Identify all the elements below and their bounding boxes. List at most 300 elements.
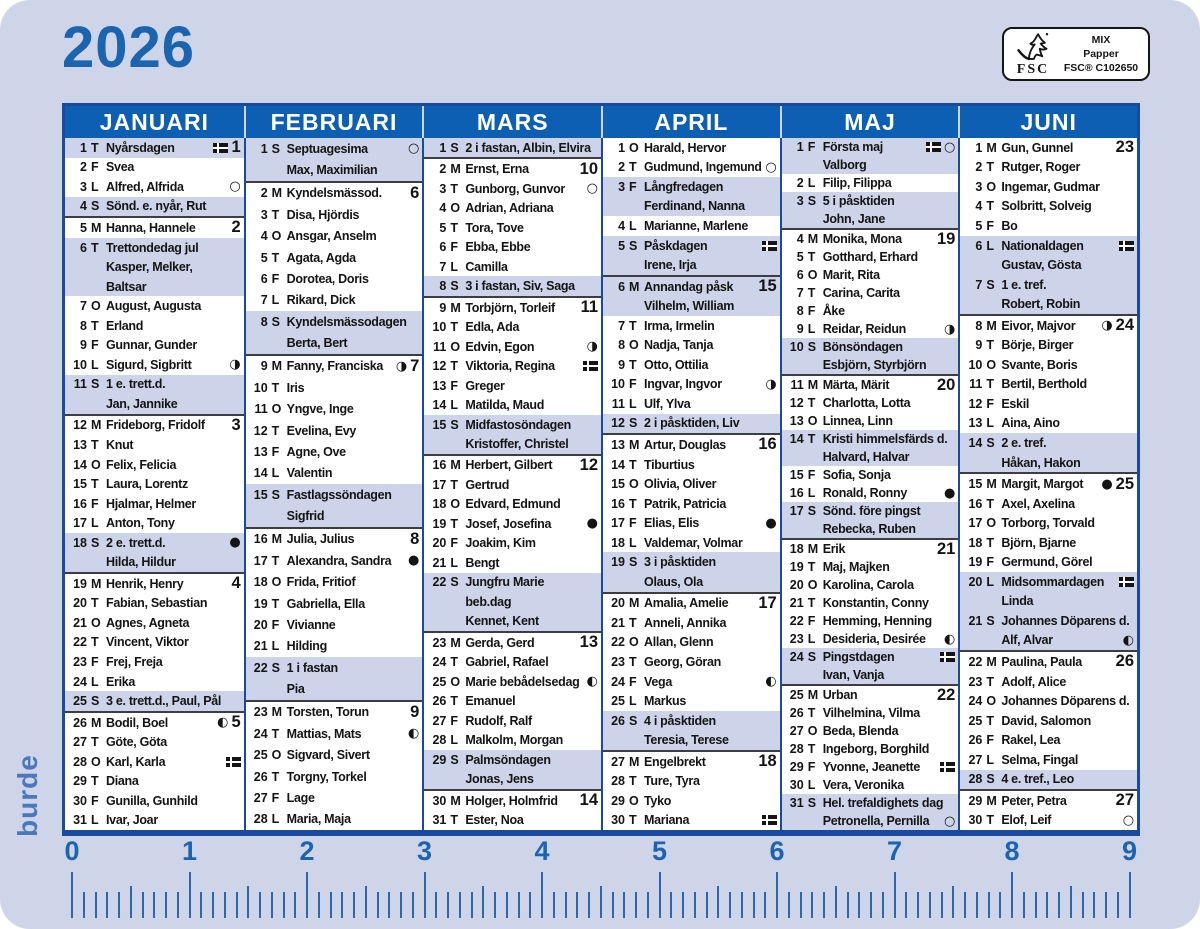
day-number: 15 [253,487,268,502]
day-names-text: Margit, Margot [1001,477,1084,492]
ruler-number: 2 [299,836,315,866]
week-number: 8 [410,529,420,548]
moon-first-icon: ◐ [765,674,777,690]
day-number: 15 [432,417,447,432]
calendar-day-row [424,810,601,829]
ruler-tick [142,892,144,918]
fsc-papper-label: Papper [1083,47,1119,60]
day-number: 9 [439,300,447,315]
day-number: 1 [796,140,804,154]
day-number: 18 [968,535,983,550]
weekday-letter: T [629,774,637,789]
day-names-text: 1 e. tref. [1001,277,1047,292]
day-number: 5 [618,238,626,253]
month-header: MAJ [780,106,959,138]
weekday-letter: O [629,140,639,155]
calendar-day-row [424,475,601,494]
day-number: 14 [432,398,447,413]
day-names-text: Långfredagen [644,179,724,194]
ruler-tick [600,886,602,918]
day-number: 13 [789,414,804,428]
weekday-letter: T [450,181,458,196]
calendar-day-row [424,731,601,750]
calendar-day-row [960,138,1137,158]
day-number: 11 [611,396,626,411]
fsc-tree-icon [1016,31,1050,63]
calendar-day-row [424,395,601,414]
moon-full-icon: ○ [944,139,956,155]
day-number: 27 [968,752,983,767]
ruler-tick [471,892,473,918]
weekday-letter: M [807,232,819,246]
weekday-letter: S [91,535,100,550]
weekday-letter: S [986,613,995,628]
day-names-text: Gunborg, Gunvor [465,181,566,196]
moon-full-icon: ○ [408,141,420,157]
weekday-letter: T [629,654,637,669]
month-body [780,138,959,830]
ruler-tick [1070,886,1072,918]
ruler-number: 7 [886,836,903,866]
day-number: 6 [80,240,87,255]
ruler-tick [400,892,402,918]
day-number: 10 [432,320,447,335]
day-number: 22 [968,654,983,669]
calendar-day-row [603,494,780,514]
day-number: 17 [253,553,268,568]
ruler-tick [764,892,766,918]
day-names-text: Solbritt, Solveig [1001,199,1092,214]
day-number: 21 [789,596,804,610]
ruler-tick [482,886,484,918]
day-number: 31 [432,813,447,828]
day-number: 3 [796,194,804,208]
weekday-letter: S [807,194,817,208]
day-names-text: Evelina, Evy [286,423,357,438]
moon-full-icon: ○ [1122,812,1135,828]
calendar-day-row [603,455,780,475]
day-number: 25 [73,694,87,709]
calendar-day-row-continuation [65,277,244,297]
day-names-text: Agne, Ove [286,444,346,459]
calendar-day-row [246,723,423,744]
day-names-text: Mattias, Mats [286,726,362,741]
calendar-day-row [782,722,959,740]
calendar-day-row [65,533,244,553]
weekday-letter: L [986,574,994,589]
day-number: 2 [260,186,268,201]
ruler-tick [341,892,343,918]
day-number: 16 [968,496,983,511]
day-names-text: Sigvard, Sivert [286,748,370,763]
ruler-tick [999,892,1001,918]
day-names-text: beb.dag [465,594,512,609]
day-number: 22 [432,575,447,590]
calendar-day-row [603,355,780,375]
day-number: 28 [432,733,447,748]
day-number: 15 [789,468,804,482]
day-names-text: Holger, Holmfrid [465,793,558,808]
weekday-letter: L [986,752,994,767]
weekday-letter: T [271,250,280,265]
ruler-tick [1035,892,1037,918]
day-number: 27 [253,790,268,805]
moon-new-icon: ● [765,515,777,531]
day-number: 17 [73,516,87,531]
calendar-day-row-continuation [782,812,959,830]
weekday-letter: O [271,402,282,417]
day-names-text: Bodil, Boel [106,715,168,730]
calendar-day-row [424,789,601,810]
day-names-text: Max, Maximilian [286,163,378,178]
ruler-tick [623,892,625,918]
day-number: 21 [432,555,447,570]
calendar-day-row [782,794,959,812]
month-header: JUNI [958,106,1137,138]
day-number: 4 [439,201,447,216]
ruler-tick [1129,872,1131,918]
ruler-tick [694,892,696,918]
calendar-day-row [246,614,423,635]
calendar-day-row [65,474,244,494]
calendar-day-row [960,533,1137,553]
weekday-letter: T [450,813,458,828]
weekday-letter: S [986,435,995,450]
calendar-day-row [65,375,244,395]
ruler-tick [377,892,379,918]
weekday-letter: S [271,660,281,675]
weekday-letter: T [629,496,637,511]
day-number: 14 [968,435,983,450]
weekday-letter: T [91,735,99,750]
day-names-text: Trettondedag jul [106,240,199,255]
day-names-text: Elias, Elis [644,516,700,531]
weekday-letter: S [91,199,100,214]
day-names-text: Alf, Alvar [1001,633,1053,648]
calendar-day-row [782,576,959,594]
day-number: 13 [73,437,87,452]
day-names-text: Joakim, Kim [465,536,536,551]
weekday-letter: T [91,437,99,452]
day-names-text: Urban [822,688,858,702]
weekday-letter: T [271,423,280,438]
weekday-letter: O [629,477,639,492]
calendar-day-row [65,652,244,672]
day-names-text: Erika [106,674,136,689]
day-names-text: Ivar, Joar [106,813,158,828]
weekday-letter: M [629,754,640,769]
swedish-flag-icon [583,361,598,371]
calendar-day-row [603,592,780,614]
ruler-tick [435,892,437,918]
day-number: 16 [789,486,804,500]
ruler-tick [706,892,708,918]
day-number: 16 [253,532,268,547]
day-names-text: Erik [822,542,846,556]
ruler-tick [1011,872,1013,918]
day-names-text: Alfred, Alfrida [106,179,184,194]
ruler-tick [1023,892,1025,918]
day-names-text: 1 e. trett.d. [106,377,166,392]
calendar-day-row [424,495,601,514]
weekday-letter: M [450,635,461,650]
ruler-tick [165,892,167,918]
weekday-letter: T [986,160,994,175]
day-names-text: Emanuel [465,694,516,709]
day-names-text: Bengt [465,555,500,570]
weekday-letter: F [450,536,458,551]
calendar-day-row [960,216,1137,236]
day-names-text: Patrik, Patricia [644,496,727,511]
calendar-day-row [782,338,959,356]
calendar-day-row [960,314,1137,336]
ruler-tick [271,892,273,918]
day-names-text: Edla, Ada [465,320,520,335]
weekday-letter: F [450,378,458,393]
day-names-text: Rebecka, Ruben [822,522,916,536]
day-number: 14 [73,457,87,472]
calendar-day-row [424,631,601,652]
day-number: 30 [611,813,626,828]
day-names-text: Desideria, Desirée [822,632,926,646]
calendar-day-row [782,320,959,338]
calendar-day-row-continuation [603,255,780,275]
calendar-day-row [782,648,959,666]
ruler-tick [95,892,97,918]
week-number: 20 [937,375,956,394]
day-number: 7 [796,286,804,300]
day-number: 31 [789,796,804,810]
ruler-tick [1117,892,1119,918]
moon-new-icon: ● [1101,476,1113,492]
day-names-text: 4 i påsktiden [644,713,716,728]
calendar-day-row [65,355,244,375]
calendar-day-row-continuation [424,434,601,453]
day-names-text: Anton, Tony [106,516,175,531]
day-number: 2 [80,160,87,175]
weekday-letter: F [629,516,637,531]
calendar-day-row [960,811,1137,831]
month-januari [65,106,244,830]
ruler-tick [952,886,954,918]
day-number: 4 [260,229,268,244]
day-names-text: Marit, Rita [822,268,880,282]
weekday-letter: M [91,715,102,730]
calendar-day-row [782,192,959,210]
weekday-letter: L [807,322,816,336]
calendar-day-row [603,552,780,572]
weekday-letter: M [986,654,997,669]
weekday-letter: O [986,694,997,709]
swedish-flag-icon [1119,577,1134,587]
day-names-text: Rikard, Dick [286,293,356,308]
calendar-day-row-continuation [782,520,959,538]
week-number: 13 [579,633,599,652]
day-number: 13 [611,437,626,452]
calendar-day-row [782,704,959,722]
weekday-letter: L [450,398,458,413]
day-names-text: Charlotta, Lotta [822,396,911,410]
weekday-letter: L [807,778,816,792]
weekday-letter: T [91,774,99,789]
calendar-day-row [424,296,601,317]
calendar-day-row [424,356,601,375]
day-number: 26 [432,694,447,709]
day-names-text: Matilda, Maud [465,398,545,413]
weekday-letter: L [629,694,637,709]
day-number: 6 [439,240,447,255]
calendar-day-row-continuation [960,294,1137,314]
ruler-tick [823,892,825,918]
weekday-letter: F [271,617,280,632]
ruler-tick [212,892,214,918]
day-names-text: Gotthard, Erhard [822,250,918,264]
calendar-day-row-continuation [603,296,780,316]
week-number: 27 [1115,791,1135,810]
day-names-text: Edvard, Edmund [465,497,561,512]
day-number: 29 [968,793,983,808]
month-header: MARS [422,106,601,138]
day-names-text: Fastlagssöndagen [286,487,392,502]
month-mars [422,106,601,830]
day-number: 12 [73,418,87,433]
moon-first-icon: ◐ [217,715,229,731]
ruler-tick [247,886,249,918]
weekday-letter: T [271,726,280,741]
moon-last-icon: ◑ [1101,318,1113,334]
month-april [601,106,780,830]
calendar-day-row [65,216,244,238]
weekday-letter: L [807,176,816,190]
ruler-tick [847,892,849,918]
day-names-text: Markus [644,694,686,709]
day-number: 10 [253,380,268,395]
day-names-text: Gunnar, Gunder [106,338,197,353]
month-body [601,138,780,830]
week-number: 18 [758,752,777,771]
day-number: 9 [618,357,626,372]
calendar-day-row [603,236,780,256]
calendar-day-row [65,811,244,831]
month-body [244,138,423,830]
day-number: 27 [611,754,626,769]
day-number: 3 [618,179,626,194]
day-names-text: Jungfru Marie [465,575,545,590]
weekday-letter: S [807,504,817,518]
calendar-day-row [603,394,780,414]
day-names-text: Maj, Majken [822,560,890,574]
calendar-day-row [960,472,1137,494]
ruler-tick [635,892,637,918]
calendar-day-row [603,533,780,553]
day-names-text: Esbjörn, Styrbjörn [822,358,927,372]
calendar-day-row-continuation [424,612,601,631]
ruler-tick [800,892,802,918]
weekday-letter: T [629,813,637,828]
day-number: 1 [80,140,87,155]
day-names-text: Åke [822,304,845,318]
weekday-letter: L [807,486,816,500]
day-names-text: Baltsar [106,279,147,294]
day-names-text: Vega [644,674,673,689]
day-number: 27 [432,713,447,728]
day-names-text: Ture, Tyra [644,774,700,789]
weekday-letter: S [629,416,638,431]
day-names-text: Tora, Tove [465,220,524,235]
calendar-day-row [424,672,601,691]
weekday-letter: L [629,396,637,411]
day-number: 15 [611,477,626,492]
day-names-text: Kasper, Melker, [106,260,193,275]
day-names-text: 3 i fastan, Siv, Saga [465,279,575,294]
calendar-day-row-continuation [782,156,959,174]
weekday-letter: T [271,553,280,568]
day-names-text: Beda, Blenda [822,724,899,738]
ruler-tick [330,892,332,918]
weekday-letter: F [807,140,816,154]
day-names-text: Palmsöndagen [465,752,551,767]
calendar-day-row [65,513,244,533]
calendar-day-row [424,711,601,730]
weekday-letter: T [629,615,637,630]
weekday-letter: T [91,140,99,155]
calendar-day-row [424,179,601,198]
weekday-letter: L [450,733,458,748]
day-number: 13 [432,378,447,393]
weekday-letter: M [271,359,283,374]
calendar-day-row [960,572,1137,592]
week-number: 1 [231,138,241,157]
ruler-tick [1046,892,1048,918]
calendar-day-row [246,809,423,830]
day-names-text: Valborg [822,158,867,172]
calendar-day-row [424,750,601,769]
calendar-day-row [603,633,780,653]
day-names-text: Valentin [286,466,333,481]
calendar-day-row [603,138,780,158]
weekday-letter: T [986,338,994,353]
calendar-day-row [603,750,780,772]
calendar-day-row [65,238,244,258]
weekday-letter: T [986,674,994,689]
day-names-text: Engelbrekt [644,754,706,769]
day-number: 12 [968,396,983,411]
swedish-flag-icon [940,762,955,772]
day-names-text: Sigfrid [286,509,325,524]
day-number: 15 [968,477,983,492]
day-number: 12 [432,359,447,374]
day-names-text: Fabian, Sebastian [106,596,208,611]
moon-first-icon: ◐ [1122,632,1135,648]
calendar-day-row [782,228,959,248]
day-names-text: Marie bebådelsedag [465,674,580,689]
moon-first-icon: ◐ [944,631,956,647]
weekday-letter: S [450,140,459,155]
weekday-letter: T [91,240,99,255]
day-number: 1 [439,140,447,155]
day-number: 7 [80,299,87,314]
weekday-letter: M [629,279,640,294]
day-names-text: Gertrud [465,477,510,492]
calendar-day-row [960,236,1137,256]
day-number: 20 [611,596,626,611]
calendar-day-row [424,415,601,434]
day-number: 29 [73,774,87,789]
ruler-tick [177,892,179,918]
day-number: 25 [789,688,804,702]
day-number: 30 [968,813,983,828]
day-number: 30 [73,793,87,808]
